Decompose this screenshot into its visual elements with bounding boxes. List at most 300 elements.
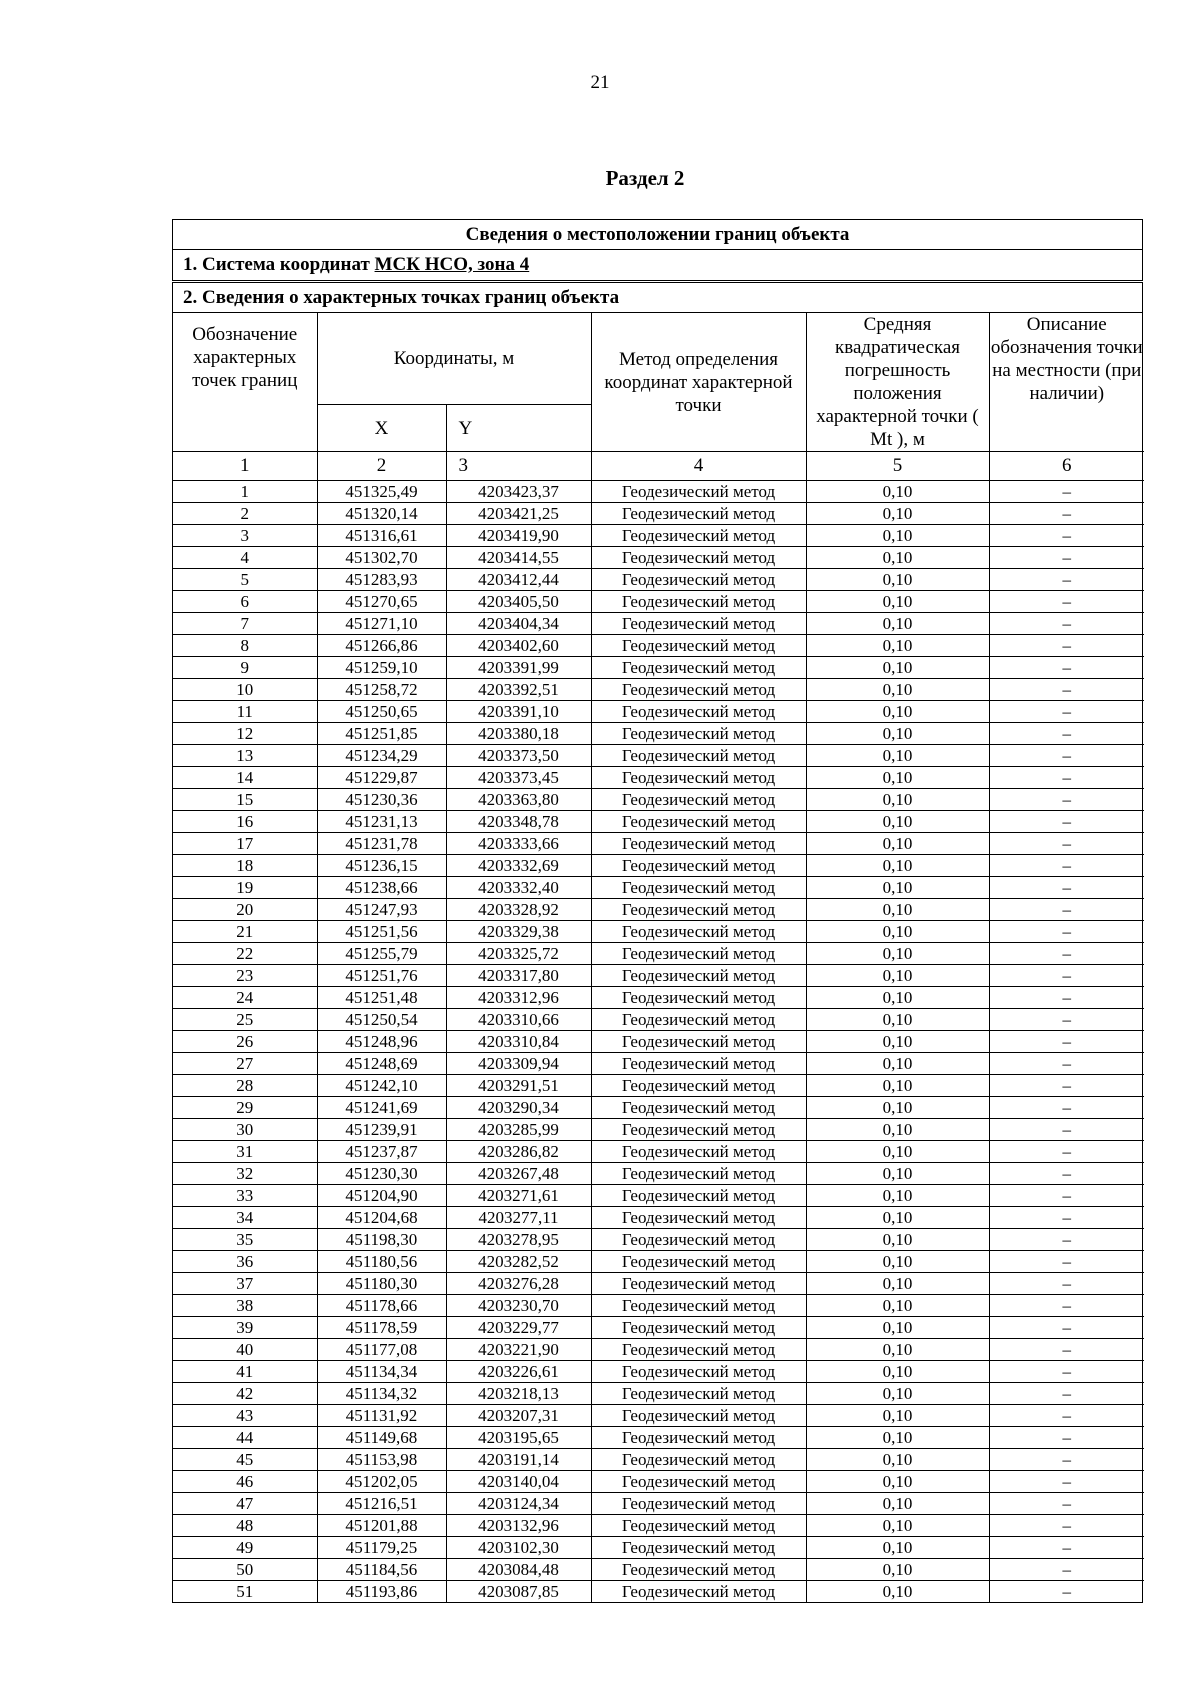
cell-error: 0,10 [806,1185,989,1207]
table-row [173,811,1144,833]
cell-method: Геодезический метод [591,547,806,569]
cell-method: Геодезический метод [591,855,806,877]
cell-error: 0,10 [806,899,989,921]
table-row [173,1053,1144,1075]
cell-coord-x: 451270,65 [317,591,446,613]
cell-point-number: 11 [173,701,317,723]
points-table [173,313,1144,1602]
cell-description: – [989,657,1144,679]
column-numbers-row [173,452,1144,481]
cell-description: – [989,1207,1144,1229]
cell-coord-y: 4203267,48 [446,1163,591,1185]
table-row [173,613,1144,635]
cell-description: – [989,481,1144,503]
cell-error: 0,10 [806,547,989,569]
cell-description: – [989,1141,1144,1163]
cell-coord-x: 451238,66 [317,877,446,899]
cell-error: 0,10 [806,481,989,503]
cell-error: 0,10 [806,613,989,635]
cell-description: – [989,1053,1144,1075]
cell-point-number: 12 [173,723,317,745]
cell-description: – [989,1009,1144,1031]
cell-error: 0,10 [806,657,989,679]
table-row [173,679,1144,701]
cell-point-number: 9 [173,657,317,679]
table-row [173,1339,1144,1361]
table-row [173,1295,1144,1317]
cell-description: – [989,1427,1144,1449]
cell-coord-x: 451131,92 [317,1405,446,1427]
cell-method: Геодезический метод [591,481,806,503]
cell-description: – [989,855,1144,877]
cell-description: – [989,1163,1144,1185]
cell-method: Геодезический метод [591,965,806,987]
cell-point-number: 30 [173,1119,317,1141]
table-row [173,987,1144,1009]
cell-method: Геодезический метод [591,613,806,635]
cell-coord-x: 451236,15 [317,855,446,877]
cell-coord-x: 451283,93 [317,569,446,591]
cell-method: Геодезический метод [591,1229,806,1251]
table-row [173,745,1144,767]
cell-method: Геодезический метод [591,811,806,833]
table-row [173,1493,1144,1515]
cell-description: – [989,811,1144,833]
cell-error: 0,10 [806,1427,989,1449]
cell-coord-x: 451134,34 [317,1361,446,1383]
cell-error: 0,10 [806,1097,989,1119]
cell-coord-x: 451216,51 [317,1493,446,1515]
coordinate-system-value: МСК НСО, зона 4 [374,254,530,275]
cell-description: – [989,1581,1144,1603]
table-row [173,1163,1144,1185]
cell-coord-x: 451320,14 [317,503,446,525]
cell-point-number: 40 [173,1339,317,1361]
column-number: 1 [173,452,317,481]
cell-coord-x: 451259,10 [317,657,446,679]
cell-point-number: 7 [173,613,317,635]
table-row [173,1185,1144,1207]
cell-method: Геодезический метод [591,1559,806,1581]
table-row [173,525,1144,547]
cell-coord-y: 4203412,44 [446,569,591,591]
cell-coord-x: 451193,86 [317,1581,446,1603]
cell-coord-x: 451230,30 [317,1163,446,1185]
cell-point-number: 32 [173,1163,317,1185]
cell-method: Геодезический метод [591,1075,806,1097]
cell-point-number: 6 [173,591,317,613]
cell-method: Геодезический метод [591,921,806,943]
cell-description: – [989,1119,1144,1141]
table-row [173,1317,1144,1339]
cell-description: – [989,569,1144,591]
cell-error: 0,10 [806,1361,989,1383]
cell-error: 0,10 [806,1075,989,1097]
table-row [173,503,1144,525]
cell-method: Геодезический метод [591,1097,806,1119]
table-row [173,1383,1144,1405]
table-row [173,1251,1144,1273]
cell-description: – [989,1317,1144,1339]
cell-coord-y: 4203084,48 [446,1559,591,1581]
cell-coord-x: 451177,08 [317,1339,446,1361]
cell-coord-y: 4203391,10 [446,701,591,723]
table-row [173,1141,1144,1163]
object-boundaries-header [172,219,1143,281]
cell-error: 0,10 [806,1559,989,1581]
table-row [173,547,1144,569]
cell-error: 0,10 [806,503,989,525]
cell-method: Геодезический метод [591,1515,806,1537]
cell-method: Геодезический метод [591,745,806,767]
cell-method: Геодезический метод [591,789,806,811]
cell-coord-x: 451231,13 [317,811,446,833]
cell-description: – [989,547,1144,569]
cell-error: 0,10 [806,1053,989,1075]
cell-error: 0,10 [806,569,989,591]
cell-coord-x: 451204,68 [317,1207,446,1229]
cell-description: – [989,921,1144,943]
cell-coord-x: 451201,88 [317,1515,446,1537]
cell-description: – [989,701,1144,723]
cell-description: – [989,525,1144,547]
table-row [173,899,1144,921]
header-method: Метод определения координат характерной точки [591,313,806,452]
cell-point-number: 38 [173,1295,317,1317]
cell-method: Геодезический метод [591,1449,806,1471]
cell-coord-y: 4203207,31 [446,1405,591,1427]
cell-coord-y: 4203140,04 [446,1471,591,1493]
cell-description: – [989,1251,1144,1273]
cell-description: – [989,1075,1144,1097]
cell-error: 0,10 [806,591,989,613]
cell-method: Геодезический метод [591,1251,806,1273]
cell-method: Геодезический метод [591,1427,806,1449]
cell-error: 0,10 [806,943,989,965]
cell-method: Геодезический метод [591,1405,806,1427]
cell-method: Геодезический метод [591,1119,806,1141]
cell-point-number: 20 [173,899,317,921]
table-row [173,1405,1144,1427]
page-number: 21 [590,72,610,93]
cell-method: Геодезический метод [591,1339,806,1361]
cell-coord-y: 4203278,95 [446,1229,591,1251]
cell-method: Геодезический метод [591,657,806,679]
cell-description: – [989,745,1144,767]
cell-description: – [989,1493,1144,1515]
cell-point-number: 24 [173,987,317,1009]
header-coordinates: Координаты, м [317,313,591,405]
cell-point-number: 26 [173,1031,317,1053]
cell-coord-y: 4203423,37 [446,481,591,503]
cell-coord-x: 451231,78 [317,833,446,855]
cell-coord-y: 4203102,30 [446,1537,591,1559]
cell-method: Геодезический метод [591,1471,806,1493]
cell-point-number: 46 [173,1471,317,1493]
cell-point-number: 16 [173,811,317,833]
cell-coord-x: 451153,98 [317,1449,446,1471]
cell-description: – [989,767,1144,789]
cell-coord-x: 451237,87 [317,1141,446,1163]
cell-error: 0,10 [806,877,989,899]
cell-point-number: 47 [173,1493,317,1515]
cell-error: 0,10 [806,1163,989,1185]
cell-point-number: 21 [173,921,317,943]
cell-error: 0,10 [806,767,989,789]
cell-method: Геодезический метод [591,1537,806,1559]
cell-description: – [989,1471,1144,1493]
cell-point-number: 51 [173,1581,317,1603]
cell-point-number: 2 [173,503,317,525]
cell-method: Геодезический метод [591,767,806,789]
cell-error: 0,10 [806,1581,989,1603]
cell-point-number: 34 [173,1207,317,1229]
cell-coord-x: 451271,10 [317,613,446,635]
cell-coord-x: 451241,69 [317,1097,446,1119]
table-row [173,635,1144,657]
table-row [173,723,1144,745]
cell-method: Геодезический метод [591,503,806,525]
cell-method: Геодезический метод [591,1273,806,1295]
cell-coord-y: 4203087,85 [446,1581,591,1603]
cell-coord-y: 4203310,66 [446,1009,591,1031]
header-y: Y [446,405,591,452]
cell-error: 0,10 [806,1141,989,1163]
cell-description: – [989,723,1144,745]
cell-error: 0,10 [806,1471,989,1493]
cell-coord-x: 451180,56 [317,1251,446,1273]
cell-point-number: 19 [173,877,317,899]
cell-point-number: 42 [173,1383,317,1405]
cell-coord-x: 451266,86 [317,635,446,657]
cell-coord-x: 451149,68 [317,1427,446,1449]
cell-point-number: 13 [173,745,317,767]
cell-description: – [989,591,1144,613]
table-caption: 2. Сведения о характерных точках границ объекта [173,283,1142,313]
table-row [173,1515,1144,1537]
cell-coord-x: 451302,70 [317,547,446,569]
table-row [173,591,1144,613]
cell-error: 0,10 [806,679,989,701]
cell-coord-y: 4203132,96 [446,1515,591,1537]
cell-description: – [989,1339,1144,1361]
cell-error: 0,10 [806,1031,989,1053]
cell-coord-x: 451248,69 [317,1053,446,1075]
table-row [173,701,1144,723]
points-table-box [172,282,1143,1603]
cell-coord-y: 4203191,14 [446,1449,591,1471]
table-row [173,877,1144,899]
table-row [173,1119,1144,1141]
cell-error: 0,10 [806,987,989,1009]
cell-coord-y: 4203290,34 [446,1097,591,1119]
cell-method: Геодезический метод [591,569,806,591]
cell-method: Геодезический метод [591,635,806,657]
cell-coord-y: 4203310,84 [446,1031,591,1053]
cell-coord-x: 451179,25 [317,1537,446,1559]
table-row [173,1097,1144,1119]
cell-point-number: 35 [173,1229,317,1251]
cell-coord-y: 4203419,90 [446,525,591,547]
cell-method: Геодезический метод [591,1185,806,1207]
column-number: 2 [317,452,446,481]
cell-coord-y: 4203195,65 [446,1427,591,1449]
cell-point-number: 28 [173,1075,317,1097]
coordinate-system-label: 1. Система координат [183,254,370,275]
cell-description: – [989,965,1144,987]
cell-method: Геодезический метод [591,723,806,745]
cell-description: – [989,899,1144,921]
cell-description: – [989,613,1144,635]
cell-error: 0,10 [806,1229,989,1251]
cell-coord-y: 4203332,40 [446,877,591,899]
cell-point-number: 50 [173,1559,317,1581]
table-row [173,921,1144,943]
cell-error: 0,10 [806,1251,989,1273]
cell-coord-y: 4203329,38 [446,921,591,943]
column-number: 3 [446,452,591,481]
cell-coord-y: 4203282,52 [446,1251,591,1273]
cell-description: – [989,1559,1144,1581]
cell-description: – [989,1515,1144,1537]
column-number: 4 [591,452,806,481]
table-row [173,569,1144,591]
cell-coord-y: 4203414,55 [446,547,591,569]
cell-method: Геодезический метод [591,1383,806,1405]
cell-error: 0,10 [806,1493,989,1515]
cell-error: 0,10 [806,1273,989,1295]
cell-coord-y: 4203276,28 [446,1273,591,1295]
section-title: Раздел 2 [605,166,685,190]
table-row [173,1273,1144,1295]
cell-method: Геодезический метод [591,591,806,613]
cell-coord-x: 451255,79 [317,943,446,965]
cell-coord-x: 451234,29 [317,745,446,767]
cell-description: – [989,987,1144,1009]
cell-coord-y: 4203230,70 [446,1295,591,1317]
cell-coord-y: 4203380,18 [446,723,591,745]
table-row [173,1581,1144,1603]
table-row [173,657,1144,679]
cell-coord-x: 451230,36 [317,789,446,811]
cell-method: Геодезический метод [591,833,806,855]
cell-error: 0,10 [806,965,989,987]
points-rows [173,481,1144,1603]
cell-method: Геодезический метод [591,877,806,899]
table-row [173,943,1144,965]
cell-coord-x: 451316,61 [317,525,446,547]
cell-coord-x: 451239,91 [317,1119,446,1141]
table-row [173,1229,1144,1251]
cell-description: – [989,1449,1144,1471]
cell-coord-y: 4203373,45 [446,767,591,789]
cell-point-number: 10 [173,679,317,701]
cell-error: 0,10 [806,701,989,723]
cell-error: 0,10 [806,1515,989,1537]
cell-description: – [989,833,1144,855]
table-row [173,965,1144,987]
cell-method: Геодезический метод [591,1317,806,1339]
cell-error: 0,10 [806,1383,989,1405]
cell-point-number: 44 [173,1427,317,1449]
cell-coord-x: 451250,54 [317,1009,446,1031]
cell-error: 0,10 [806,1317,989,1339]
cell-method: Геодезический метод [591,1361,806,1383]
table-row [173,1471,1144,1493]
cell-coord-y: 4203373,50 [446,745,591,767]
cell-description: – [989,503,1144,525]
cell-point-number: 48 [173,1515,317,1537]
cell-description: – [989,1229,1144,1251]
cell-coord-x: 451248,96 [317,1031,446,1053]
cell-coord-y: 4203285,99 [446,1119,591,1141]
table-row [173,1207,1144,1229]
cell-point-number: 23 [173,965,317,987]
header-x: X [317,405,446,452]
cell-point-number: 39 [173,1317,317,1339]
cell-error: 0,10 [806,1009,989,1031]
cell-method: Геодезический метод [591,899,806,921]
cell-coord-x: 451202,05 [317,1471,446,1493]
cell-coord-x: 451247,93 [317,899,446,921]
cell-coord-x: 451229,87 [317,767,446,789]
cell-coord-x: 451198,30 [317,1229,446,1251]
cell-coord-y: 4203309,94 [446,1053,591,1075]
header-description: Описание обозначения точки на местности (при наличии) [989,313,1144,452]
cell-method: Геодезический метод [591,1493,806,1515]
cell-coord-y: 4203404,34 [446,613,591,635]
table-row [173,833,1144,855]
table-row [173,1075,1144,1097]
cell-coord-x: 451258,72 [317,679,446,701]
cell-coord-x: 451250,65 [317,701,446,723]
cell-coord-y: 4203277,11 [446,1207,591,1229]
cell-point-number: 29 [173,1097,317,1119]
cell-coord-y: 4203221,90 [446,1339,591,1361]
cell-coord-x: 451251,76 [317,965,446,987]
cell-point-number: 22 [173,943,317,965]
table-row [173,1559,1144,1581]
cell-description: – [989,789,1144,811]
cell-coord-x: 451178,66 [317,1295,446,1317]
table-row [173,481,1144,503]
cell-coord-x: 451325,49 [317,481,446,503]
cell-method: Геодезический метод [591,525,806,547]
cell-description: – [989,1273,1144,1295]
cell-error: 0,10 [806,525,989,547]
cell-point-number: 27 [173,1053,317,1075]
cell-description: – [989,1361,1144,1383]
cell-point-number: 41 [173,1361,317,1383]
cell-error: 0,10 [806,1119,989,1141]
cell-point-number: 43 [173,1405,317,1427]
cell-error: 0,10 [806,921,989,943]
cell-coord-x: 451178,59 [317,1317,446,1339]
cell-error: 0,10 [806,1449,989,1471]
cell-point-number: 36 [173,1251,317,1273]
cell-point-number: 31 [173,1141,317,1163]
table-row [173,767,1144,789]
table-row [173,789,1144,811]
cell-method: Геодезический метод [591,701,806,723]
cell-coord-x: 451251,48 [317,987,446,1009]
cell-coord-x: 451242,10 [317,1075,446,1097]
cell-method: Геодезический метод [591,1295,806,1317]
cell-coord-x: 451134,32 [317,1383,446,1405]
cell-coord-x: 451204,90 [317,1185,446,1207]
cell-point-number: 25 [173,1009,317,1031]
cell-error: 0,10 [806,1207,989,1229]
